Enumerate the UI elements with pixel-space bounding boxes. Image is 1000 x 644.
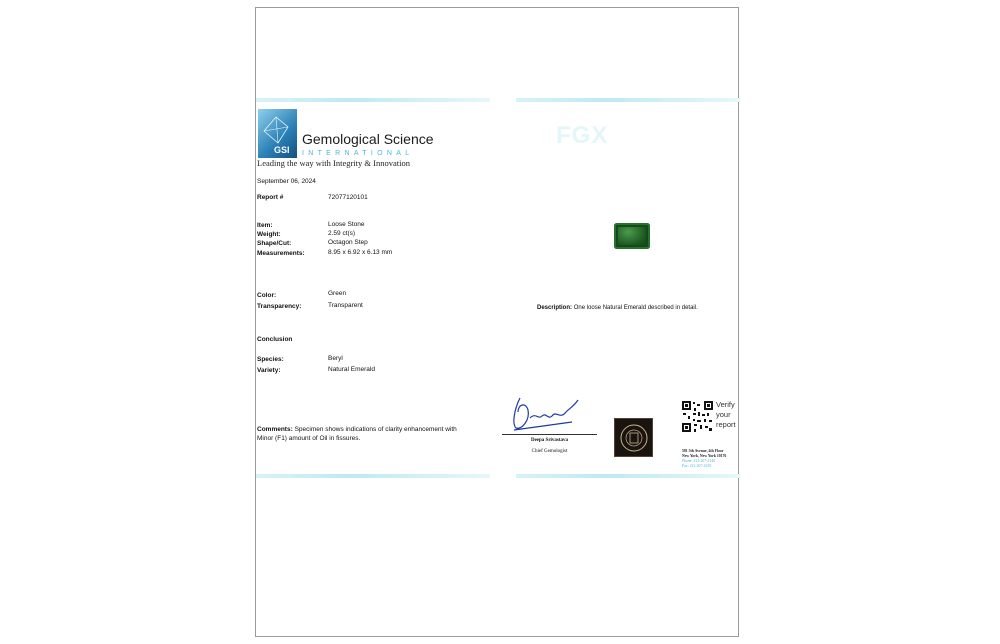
qr-code[interactable] [681,400,714,433]
signer-title: Chief Gemologist [531,449,568,454]
address-line-4: Fax: 212-207-4150 [682,464,712,468]
report-number: 72077120101 [328,194,368,201]
watermark: FGX [556,122,609,149]
description-label: Description: [537,305,573,311]
comments [257,425,477,443]
signer-name: Deepa Srivastava [530,438,569,443]
logo-letters: GSI [274,145,290,155]
species-value: Beryl [328,355,343,362]
weight-label: Weight: [257,231,281,238]
company-name: Gemological Science [302,131,434,147]
address-line-2: New York, New York 10176 [682,454,727,458]
transparency-label: Transparency: [257,303,302,310]
report-number-label: Report # [257,194,284,201]
top-band-left [256,98,490,102]
variety-label: Variety: [257,367,281,374]
color-label: Color: [257,292,277,299]
signature-line [502,434,597,435]
gsi-logo [258,109,297,158]
company-sub: INTERNATIONAL [302,150,414,157]
top-band-right [516,98,740,102]
comments-line-2: Minor (F1) amount of Oil in fissures. [257,435,361,442]
item-value: Loose Stone [328,221,365,228]
shape-label: Shape/Cut: [257,240,292,247]
tagline: Leading the way with Integrity & Innovation [257,158,410,168]
report-date: September 06, 2024 [257,178,316,185]
transparency-value: Transparent [328,302,363,309]
comments-label: Comments: [257,426,293,433]
lab-address [682,449,742,469]
species-label: Species: [257,356,284,363]
seal-icon [619,423,649,453]
shape-value: Octagon Step [328,239,368,246]
verify-report-text: Verify your report [716,400,736,429]
comments-line-1: Specimen shows indications of clarity enhancement with [294,426,457,433]
bottom-band-right [516,474,740,478]
conclusion-label: Conclusion [257,336,293,343]
address-line-1: 581 5th Avenue, 4th Floor [682,449,724,453]
signature [508,390,580,432]
item-label: Item: [257,222,273,229]
bottom-band-left [256,474,490,478]
report-document [255,7,739,637]
weight-value: 2.59 ct(s) [328,230,356,237]
description [537,305,698,311]
color-value: Green [328,290,347,297]
address-line-3: Phone: 212-207-4140 [682,459,716,463]
measurements-label: Measurements: [257,250,305,257]
institute-seal [614,418,653,457]
variety-value: Natural Emerald [328,366,375,373]
emerald-photo [614,223,650,249]
measurements-value: 8.95 x 6.92 x 6.13 mm [328,249,393,256]
description-value: One loose Natural Emerald described in detail. [573,305,698,311]
